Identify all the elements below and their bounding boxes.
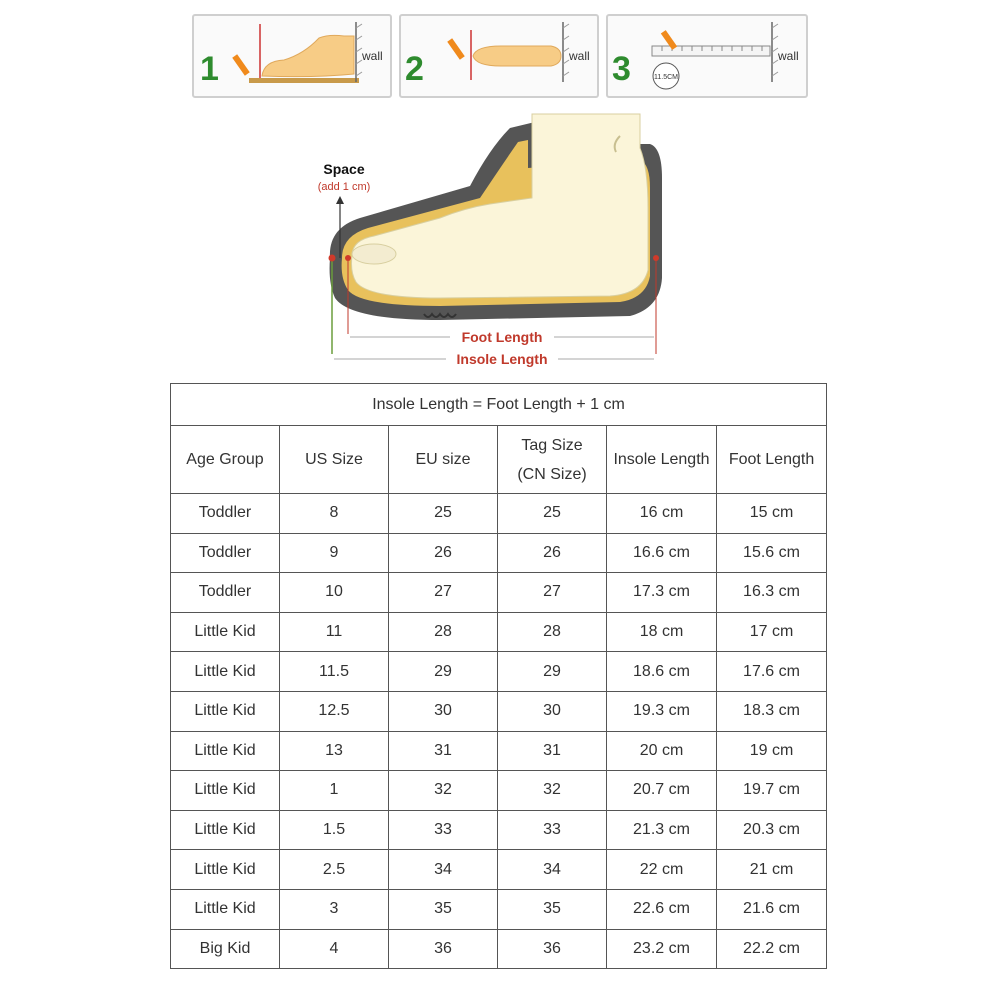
cell-insole-length: 22 cm (607, 850, 717, 890)
shoe-size-diagram (290, 108, 710, 376)
cell-eu-size: 31 (389, 731, 498, 771)
foot-length-label: Foot Length (461, 329, 543, 345)
step-1-illustration (194, 16, 390, 96)
cell-tag-size: 28 (498, 612, 607, 652)
cell-eu-size: 32 (389, 771, 498, 811)
cell-us-size: 1.5 (280, 810, 389, 850)
insole-tip-dot (329, 255, 336, 262)
step-number: 3 (612, 50, 631, 88)
cell-tag-size: 29 (498, 652, 607, 692)
cell-us-size: 11.5 (280, 652, 389, 692)
table-row (171, 929, 827, 969)
cell-us-size: 9 (280, 533, 389, 573)
cell-age-group: Little Kid (171, 850, 280, 890)
cell-eu-size: 36 (389, 929, 498, 969)
cell-eu-size: 28 (389, 612, 498, 652)
cell-age-group: Little Kid (171, 810, 280, 850)
cell-tag-size: 33 (498, 810, 607, 850)
cell-foot-length: 15 cm (717, 494, 827, 534)
cell-tag-size: 25 (498, 494, 607, 534)
space-label: Space (323, 161, 365, 177)
cell-age-group: Toddler (171, 573, 280, 613)
header-eu-size: EU size (389, 426, 498, 494)
header-tag-size (498, 426, 607, 494)
wall-label: wall (778, 49, 799, 63)
size-chart-table (170, 383, 827, 969)
cell-insole-length: 18.6 cm (607, 652, 717, 692)
table-header-row (171, 426, 827, 494)
cell-age-group: Little Kid (171, 612, 280, 652)
cell-foot-length: 19.7 cm (717, 771, 827, 811)
foot-top-icon (473, 46, 561, 66)
cell-eu-size: 25 (389, 494, 498, 534)
space-note: (add 1 cm) (317, 181, 371, 193)
toe-detail (352, 244, 396, 264)
floor-board (249, 78, 359, 83)
cell-age-group: Little Kid (171, 771, 280, 811)
table-body (171, 494, 827, 969)
cell-us-size: 2.5 (280, 850, 389, 890)
cell-foot-length: 21.6 cm (717, 889, 827, 929)
table-row (171, 771, 827, 811)
table-row (171, 652, 827, 692)
cell-tag-size: 27 (498, 573, 607, 613)
table-row (171, 494, 827, 534)
pencil-icon (232, 54, 250, 75)
cell-eu-size: 27 (389, 573, 498, 613)
table-caption: Insole Length = Foot Length + 1 cm (171, 384, 827, 426)
cell-insole-length: 16.6 cm (607, 533, 717, 573)
step-3-illustration (608, 16, 806, 96)
cell-eu-size: 30 (389, 691, 498, 731)
cell-eu-size: 34 (389, 850, 498, 890)
wall-label: wall (569, 49, 590, 63)
header-age-group: Age Group (171, 426, 280, 494)
cell-eu-size: 35 (389, 889, 498, 929)
step-number: 1 (200, 50, 219, 88)
cell-age-group: Toddler (171, 494, 280, 534)
cell-age-group: Little Kid (171, 889, 280, 929)
header-tag-size-line1: Tag Size (521, 436, 583, 454)
table-row (171, 889, 827, 929)
cell-age-group: Little Kid (171, 652, 280, 692)
measurement-steps (0, 14, 1000, 100)
cell-us-size: 8 (280, 494, 389, 534)
cell-foot-length: 22.2 cm (717, 929, 827, 969)
cell-us-size: 4 (280, 929, 389, 969)
header-insole-length: Insole Length (607, 426, 717, 494)
cell-insole-length: 22.6 cm (607, 889, 717, 929)
step-2-illustration (401, 16, 597, 96)
cell-us-size: 1 (280, 771, 389, 811)
cell-insole-length: 18 cm (607, 612, 717, 652)
table-row (171, 612, 827, 652)
cell-foot-length: 19 cm (717, 731, 827, 771)
cell-foot-length: 21 cm (717, 850, 827, 890)
cell-tag-size: 35 (498, 889, 607, 929)
cell-tag-size: 31 (498, 731, 607, 771)
cell-insole-length: 21.3 cm (607, 810, 717, 850)
table-row (171, 810, 827, 850)
table-row (171, 850, 827, 890)
table-row (171, 691, 827, 731)
cell-insole-length: 20 cm (607, 731, 717, 771)
measurement-label: 11.5CM (654, 74, 678, 81)
cell-us-size: 11 (280, 612, 389, 652)
cell-tag-size: 26 (498, 533, 607, 573)
table-row (171, 533, 827, 573)
pencil-icon (447, 38, 465, 59)
cell-insole-length: 23.2 cm (607, 929, 717, 969)
cell-tag-size: 36 (498, 929, 607, 969)
insole-length-label: Insole Length (456, 351, 548, 367)
cell-foot-length: 15.6 cm (717, 533, 827, 573)
header-foot-length: Foot Length (717, 426, 827, 494)
cell-us-size: 10 (280, 573, 389, 613)
cell-tag-size: 30 (498, 691, 607, 731)
cell-tag-size: 34 (498, 850, 607, 890)
table-row (171, 731, 827, 771)
cell-age-group: Little Kid (171, 691, 280, 731)
cell-eu-size: 29 (389, 652, 498, 692)
cell-insole-length: 16 cm (607, 494, 717, 534)
cell-foot-length: 20.3 cm (717, 810, 827, 850)
cell-insole-length: 19.3 cm (607, 691, 717, 731)
cell-age-group: Toddler (171, 533, 280, 573)
space-arrow-head (336, 196, 344, 204)
step-1-panel (192, 14, 392, 98)
cell-eu-size: 33 (389, 810, 498, 850)
cell-foot-length: 18.3 cm (717, 691, 827, 731)
cell-insole-length: 17.3 cm (607, 573, 717, 613)
table-row (171, 573, 827, 613)
header-us-size: US Size (280, 426, 389, 494)
cell-insole-length: 20.7 cm (607, 771, 717, 811)
heel-dot (653, 255, 659, 261)
cell-foot-length: 17 cm (717, 612, 827, 652)
cell-us-size: 12.5 (280, 691, 389, 731)
step-number: 2 (405, 50, 424, 88)
cell-foot-length: 16.3 cm (717, 573, 827, 613)
cell-age-group: Little Kid (171, 731, 280, 771)
foot-icon (262, 35, 354, 76)
cell-foot-length: 17.6 cm (717, 652, 827, 692)
step-2-panel (399, 14, 599, 98)
cell-us-size: 13 (280, 731, 389, 771)
wall-label: wall (362, 49, 383, 63)
toe-tip-dot (345, 255, 351, 261)
header-tag-size-line2: (CN Size) (517, 465, 587, 483)
cell-age-group: Big Kid (171, 929, 280, 969)
cell-us-size: 3 (280, 889, 389, 929)
cell-tag-size: 32 (498, 771, 607, 811)
cell-eu-size: 26 (389, 533, 498, 573)
step-3-panel (606, 14, 808, 98)
